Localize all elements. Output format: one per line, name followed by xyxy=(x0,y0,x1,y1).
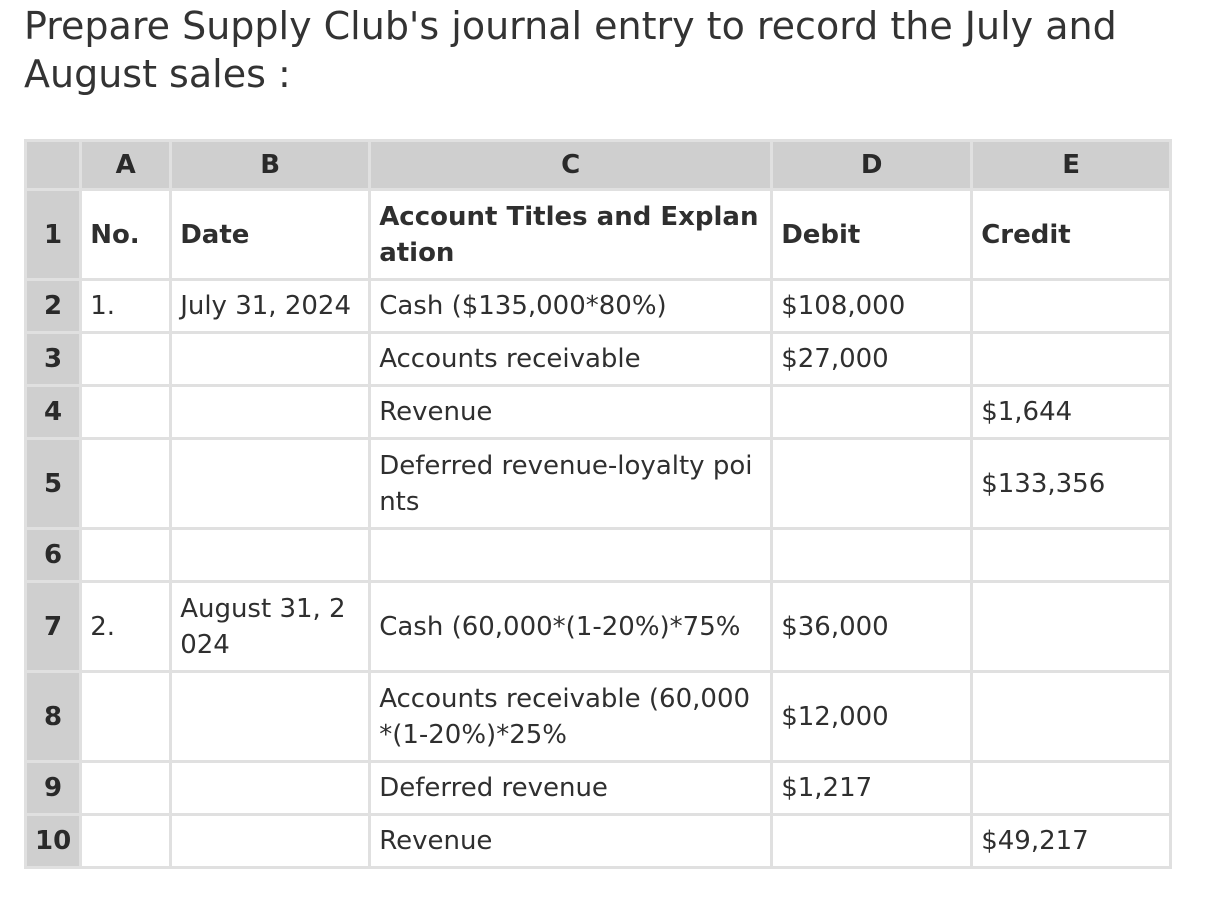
table-row xyxy=(26,762,1171,815)
cell-debit[interactable] xyxy=(772,815,972,868)
cell-credit[interactable] xyxy=(972,672,1171,762)
table-row xyxy=(26,386,1171,439)
cell-date[interactable] xyxy=(171,439,370,529)
cell-credit[interactable] xyxy=(972,762,1171,815)
cell-debit[interactable]: $12,000 xyxy=(772,672,972,762)
cell-account[interactable]: Cash ($135,000*80%) xyxy=(370,280,772,333)
row-number[interactable]: 10 xyxy=(26,815,81,868)
cell-date[interactable] xyxy=(171,529,370,582)
cell-date[interactable] xyxy=(171,815,370,868)
corner-cell[interactable] xyxy=(26,141,81,190)
cell-credit[interactable] xyxy=(972,529,1171,582)
table-row xyxy=(26,815,1171,868)
cell-no-header[interactable]: No. xyxy=(81,190,171,280)
column-header-a[interactable]: A xyxy=(81,141,171,190)
cell-account[interactable]: Deferred revenue xyxy=(370,762,772,815)
cell-debit[interactable] xyxy=(772,439,972,529)
cell-debit[interactable] xyxy=(772,529,972,582)
cell-no[interactable] xyxy=(81,529,171,582)
journal-entry-table xyxy=(24,139,1172,869)
cell-debit-header[interactable]: Debit xyxy=(772,190,972,280)
cell-no[interactable] xyxy=(81,333,171,386)
cell-date[interactable] xyxy=(171,386,370,439)
row-number[interactable]: 1 xyxy=(26,190,81,280)
cell-credit-header[interactable]: Credit xyxy=(972,190,1171,280)
cell-debit[interactable] xyxy=(772,386,972,439)
row-number[interactable]: 5 xyxy=(26,439,81,529)
cell-debit[interactable]: $27,000 xyxy=(772,333,972,386)
cell-credit[interactable] xyxy=(972,280,1171,333)
row-number[interactable]: 6 xyxy=(26,529,81,582)
row-number[interactable]: 9 xyxy=(26,762,81,815)
table-row xyxy=(26,190,1171,280)
cell-date[interactable] xyxy=(171,762,370,815)
cell-debit[interactable]: $1,217 xyxy=(772,762,972,815)
cell-account[interactable]: Deferred revenue-loyalty points xyxy=(370,439,772,529)
cell-credit[interactable] xyxy=(972,582,1171,672)
cell-date[interactable]: August 31, 2024 xyxy=(171,582,370,672)
cell-no[interactable] xyxy=(81,762,171,815)
cell-credit[interactable]: $1,644 xyxy=(972,386,1171,439)
row-number[interactable]: 7 xyxy=(26,582,81,672)
cell-credit[interactable]: $49,217 xyxy=(972,815,1171,868)
cell-account[interactable]: Revenue xyxy=(370,815,772,868)
cell-date-header[interactable]: Date xyxy=(171,190,370,280)
cell-no[interactable]: 2. xyxy=(81,582,171,672)
cell-account[interactable]: Accounts receivable xyxy=(370,333,772,386)
cell-no[interactable] xyxy=(81,672,171,762)
cell-account[interactable]: Revenue xyxy=(370,386,772,439)
cell-account-header[interactable]: Account Titles and Explanation xyxy=(370,190,772,280)
column-header-e[interactable]: E xyxy=(972,141,1171,190)
column-header-row xyxy=(26,141,1171,190)
question-text: Prepare Supply Club's journal entry to record the July and August sales : xyxy=(24,4,1117,96)
table-row xyxy=(26,672,1171,762)
table-row xyxy=(26,439,1171,529)
column-header-d[interactable]: D xyxy=(772,141,972,190)
cell-date[interactable] xyxy=(171,333,370,386)
cell-date[interactable] xyxy=(171,672,370,762)
cell-account[interactable]: Cash (60,000*(1-20%)*75% xyxy=(370,582,772,672)
cell-debit[interactable]: $36,000 xyxy=(772,582,972,672)
table-row xyxy=(26,529,1171,582)
row-number[interactable]: 8 xyxy=(26,672,81,762)
cell-no[interactable]: 1. xyxy=(81,280,171,333)
cell-credit[interactable] xyxy=(972,333,1171,386)
cell-date[interactable]: July 31, 2024 xyxy=(171,280,370,333)
row-number[interactable]: 3 xyxy=(26,333,81,386)
column-header-c[interactable]: C xyxy=(370,141,772,190)
table-row xyxy=(26,582,1171,672)
cell-no[interactable] xyxy=(81,439,171,529)
table-row xyxy=(26,280,1171,333)
cell-no[interactable] xyxy=(81,386,171,439)
row-number[interactable]: 4 xyxy=(26,386,81,439)
cell-account[interactable] xyxy=(370,529,772,582)
cell-no[interactable] xyxy=(81,815,171,868)
row-number[interactable]: 2 xyxy=(26,280,81,333)
cell-credit[interactable]: $133,356 xyxy=(972,439,1171,529)
cell-account[interactable]: Accounts receivable (60,000*(1-20%)*25% xyxy=(370,672,772,762)
table-row xyxy=(26,333,1171,386)
cell-debit[interactable]: $108,000 xyxy=(772,280,972,333)
column-header-b[interactable]: B xyxy=(171,141,370,190)
